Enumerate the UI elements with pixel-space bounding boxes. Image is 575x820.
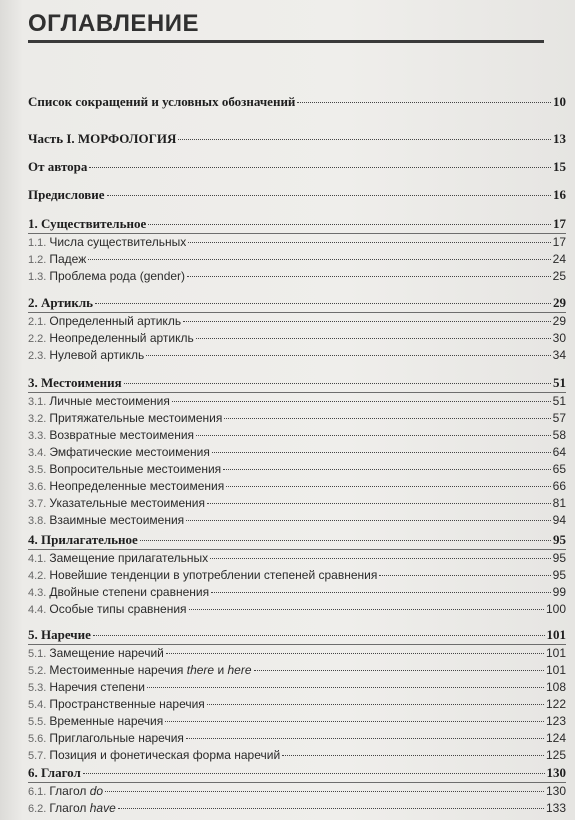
section-label: 1. Существительное xyxy=(28,216,147,231)
subentry-number: 2.1. xyxy=(28,316,47,328)
subentry-number: 3.5. xyxy=(28,464,47,476)
toc-entry-page: 16 xyxy=(553,187,566,202)
subentry-label: Местоименные наречия xyxy=(49,663,187,677)
toc-entry[interactable] xyxy=(28,187,566,203)
toc-subentry[interactable] xyxy=(28,445,566,459)
dot-leader xyxy=(178,139,551,140)
subentry-number: 2.3. xyxy=(28,350,47,362)
subentry-page: 108 xyxy=(545,680,566,694)
subentry-page: 51 xyxy=(552,394,566,408)
subentry-page: 95 xyxy=(552,568,566,582)
subentry-label: Замещение прилагательных xyxy=(49,551,209,565)
subentry-label: Приглагольные наречия xyxy=(49,731,184,745)
toc-subentry[interactable] xyxy=(28,801,566,815)
subentry-number: 1.1. xyxy=(28,237,47,249)
toc-subentry[interactable] xyxy=(28,646,566,660)
dot-leader xyxy=(124,383,551,384)
subentry-label: Неопределенный артикль xyxy=(49,331,194,345)
toc-subentry[interactable] xyxy=(28,331,566,345)
dot-leader xyxy=(118,808,544,809)
toc-entry-label: Часть I. МОРФОЛОГИЯ xyxy=(28,131,177,146)
subentry-number: 5.5. xyxy=(28,716,47,728)
toc-subentry[interactable] xyxy=(28,680,566,694)
toc-subentry[interactable] xyxy=(28,462,566,476)
subentry-number: 1.3. xyxy=(28,271,47,283)
subentry-number: 2.2. xyxy=(28,333,47,345)
subentry-number: 3.3. xyxy=(28,430,47,442)
subentry-number: 4.3. xyxy=(28,587,47,599)
section-heading[interactable] xyxy=(28,532,566,548)
subentry-number: 3.6. xyxy=(28,481,47,493)
toc-entry-label: От автора xyxy=(28,159,88,174)
subentry-number: 5.7. xyxy=(28,750,47,762)
toc-subentry[interactable] xyxy=(28,585,566,599)
subentry-page: 65 xyxy=(552,462,566,476)
subentry-page: 130 xyxy=(545,784,566,798)
subentry-page: 58 xyxy=(552,428,566,442)
subentry-label: Временные наречия xyxy=(49,714,164,728)
dot-leader xyxy=(210,558,550,559)
subentry-italic-term: here xyxy=(227,663,252,677)
dot-leader xyxy=(107,195,551,196)
toc-entry[interactable] xyxy=(28,131,566,147)
section-rule xyxy=(28,312,566,313)
dot-leader xyxy=(165,721,544,722)
subentry-label: Неопределенные местоимения xyxy=(49,479,225,493)
dot-leader xyxy=(172,401,551,402)
subentry-page: 101 xyxy=(545,663,566,677)
subentry-number: 5.3. xyxy=(28,682,47,694)
section-heading[interactable] xyxy=(28,375,566,391)
dot-leader xyxy=(223,469,550,470)
toc-subentry[interactable] xyxy=(28,496,566,510)
toc-subentry[interactable] xyxy=(28,714,566,728)
toc-subentry[interactable] xyxy=(28,602,566,616)
subentry-number: 1.2. xyxy=(28,254,47,266)
dot-leader xyxy=(93,635,545,636)
dot-leader xyxy=(282,755,544,756)
toc-entry-page: 13 xyxy=(553,131,566,146)
dot-leader xyxy=(105,791,544,792)
dot-leader xyxy=(186,738,544,739)
subentry-label: Возвратные местоимения xyxy=(49,428,195,442)
subentry-page: 101 xyxy=(545,646,566,660)
subentry-label: Определенный артикль xyxy=(49,314,182,328)
dot-leader xyxy=(88,259,550,260)
toc-subentry[interactable] xyxy=(28,513,566,527)
subentry-page: 57 xyxy=(552,411,566,425)
section-label: 3. Местоимения xyxy=(28,375,122,390)
subentry-number: 5.1. xyxy=(28,648,47,660)
section-page: 130 xyxy=(546,765,566,780)
subentry-page: 99 xyxy=(552,585,566,599)
subentry-page: 125 xyxy=(545,748,566,762)
toc-subentry[interactable] xyxy=(28,551,566,565)
subentry-page: 100 xyxy=(545,602,566,616)
subentry-number: 3.8. xyxy=(28,515,47,527)
page-title: ОГЛАВЛЕНИЕ xyxy=(28,10,544,43)
subentry-label: Позиция и фонетическая форма наречий xyxy=(49,748,281,762)
subentry-number: 3.7. xyxy=(28,498,47,510)
subentry-number: 4.4. xyxy=(28,604,47,616)
subentry-label: Взаимные местоимения xyxy=(49,513,185,527)
subentry-label: Пространственные наречия xyxy=(49,697,205,711)
dot-leader xyxy=(212,452,551,453)
subentry-label: Новейшие тенденции в употреблении степеней сравнения xyxy=(49,568,378,582)
subentry-label: Замещение наречий xyxy=(49,646,164,660)
toc-entry-label: Список сокращений и условных обозначений xyxy=(28,94,296,109)
subentry-page: 122 xyxy=(545,697,566,711)
toc-entry-page: 10 xyxy=(553,94,566,109)
section-label: 6. Глагол xyxy=(28,765,81,780)
subentry-number: 6.2. xyxy=(28,803,47,815)
subentry-label: Наречия степени xyxy=(49,680,145,694)
section-rule xyxy=(28,782,566,783)
subentry-page: 124 xyxy=(545,731,566,745)
dot-leader xyxy=(207,704,544,705)
toc-subentry[interactable] xyxy=(28,748,566,762)
toc-subentry[interactable] xyxy=(28,314,566,328)
section-rule xyxy=(28,233,566,234)
subentry-italic-term: have xyxy=(89,801,116,815)
subentry-label: Глагол xyxy=(49,784,90,798)
subentry-number: 3.1. xyxy=(28,396,47,408)
subentry-number: 4.1. xyxy=(28,553,47,565)
subentry-label: Притяжательные местоимения xyxy=(49,411,223,425)
section-page: 51 xyxy=(553,375,566,390)
dot-leader xyxy=(140,540,551,541)
toc-entry-label: Предисловие xyxy=(28,187,105,202)
subentry-number: 3.2. xyxy=(28,413,47,425)
subentry-label: Числа существительных xyxy=(49,235,187,249)
dot-leader xyxy=(189,609,544,610)
subentry-page: 34 xyxy=(552,348,566,362)
toc-entry[interactable] xyxy=(28,159,566,175)
subentry-page: 94 xyxy=(552,513,566,527)
toc-entry[interactable] xyxy=(28,94,566,110)
dot-leader xyxy=(226,486,550,487)
dot-leader xyxy=(188,242,550,243)
dot-leader xyxy=(186,520,550,521)
subentry-page: 66 xyxy=(552,479,566,493)
dot-leader xyxy=(224,418,550,419)
subentry-label: Двойные степени сравнения xyxy=(49,585,210,599)
subentry-page: 123 xyxy=(545,714,566,728)
subentry-page: 24 xyxy=(552,252,566,266)
subentry-number: 3.4. xyxy=(28,447,47,459)
toc-subentry[interactable] xyxy=(28,663,566,677)
toc-subentry[interactable] xyxy=(28,479,566,493)
subentry-page: 30 xyxy=(552,331,566,345)
subentry-label: Падеж xyxy=(49,252,87,266)
toc-subentry[interactable] xyxy=(28,784,566,798)
dot-leader xyxy=(207,503,551,504)
subentry-page: 81 xyxy=(552,496,566,510)
dot-leader xyxy=(211,592,551,593)
dot-leader xyxy=(254,670,544,671)
toc-subentry[interactable] xyxy=(28,252,566,266)
subentry-page: 17 xyxy=(552,235,566,249)
toc-subentry[interactable] xyxy=(28,394,566,408)
toc-entry-page: 15 xyxy=(553,159,566,174)
dot-leader xyxy=(147,687,544,688)
subentry-number: 4.2. xyxy=(28,570,47,582)
subentry-label: Нулевой артикль xyxy=(49,348,145,362)
subentry-number: 6.1. xyxy=(28,786,47,798)
section-heading[interactable] xyxy=(28,216,566,232)
toc-subentry[interactable] xyxy=(28,731,566,745)
subentry-page: 95 xyxy=(552,551,566,565)
section-heading[interactable] xyxy=(28,295,566,311)
subentry-number: 5.6. xyxy=(28,733,47,745)
subentry-page: 64 xyxy=(552,445,566,459)
subentry-conjunction: и xyxy=(214,663,228,677)
toc-subentry[interactable] xyxy=(28,411,566,425)
dot-leader xyxy=(166,653,544,654)
toc-subentry[interactable] xyxy=(28,568,566,582)
dot-leader xyxy=(148,224,551,225)
dot-leader xyxy=(183,321,551,322)
section-page: 17 xyxy=(553,216,566,231)
subentry-label: Личные местоимения xyxy=(49,394,170,408)
dot-leader xyxy=(196,338,551,339)
dot-leader xyxy=(95,303,551,304)
dot-leader xyxy=(196,435,551,436)
toc-subentry[interactable] xyxy=(28,235,566,249)
dot-leader xyxy=(379,575,550,576)
section-rule xyxy=(28,392,566,393)
dot-leader xyxy=(187,276,551,277)
toc-subentry[interactable] xyxy=(28,697,566,711)
section-heading[interactable] xyxy=(28,627,566,643)
subentry-label: Вопросительные местоимения xyxy=(49,462,222,476)
section-label: 4. Прилагательное xyxy=(28,532,138,547)
section-rule xyxy=(28,549,566,550)
toc-subentry[interactable] xyxy=(28,428,566,442)
section-label: 5. Наречие xyxy=(28,627,91,642)
subentry-page: 133 xyxy=(545,801,566,815)
subentry-page: 29 xyxy=(552,314,566,328)
subentry-number: 5.4. xyxy=(28,699,47,711)
section-label: 2. Артикль xyxy=(28,295,93,310)
section-rule xyxy=(28,644,566,645)
subentry-label: Эмфатические местоимения xyxy=(49,445,210,459)
section-page: 95 xyxy=(553,532,566,547)
subentry-number: 5.2. xyxy=(28,665,47,677)
subentry-label: Глагол xyxy=(49,801,90,815)
subentry-label: Указательные местоимения xyxy=(49,496,205,510)
subentry-page: 25 xyxy=(552,269,566,283)
dot-leader xyxy=(297,102,551,103)
toc-subentry[interactable] xyxy=(28,348,566,362)
section-heading[interactable] xyxy=(28,765,566,781)
subentry-italic-term: there xyxy=(186,663,215,677)
section-page: 29 xyxy=(553,295,566,310)
dot-leader xyxy=(89,167,551,168)
subentry-label: Особые типы сравнения xyxy=(49,602,187,616)
dot-leader xyxy=(83,773,545,774)
toc-subentry[interactable] xyxy=(28,269,566,283)
section-page: 101 xyxy=(546,627,566,642)
subentry-italic-term: do xyxy=(89,784,104,798)
dot-leader xyxy=(146,355,550,356)
subentry-label: Проблема рода (gender) xyxy=(49,269,186,283)
